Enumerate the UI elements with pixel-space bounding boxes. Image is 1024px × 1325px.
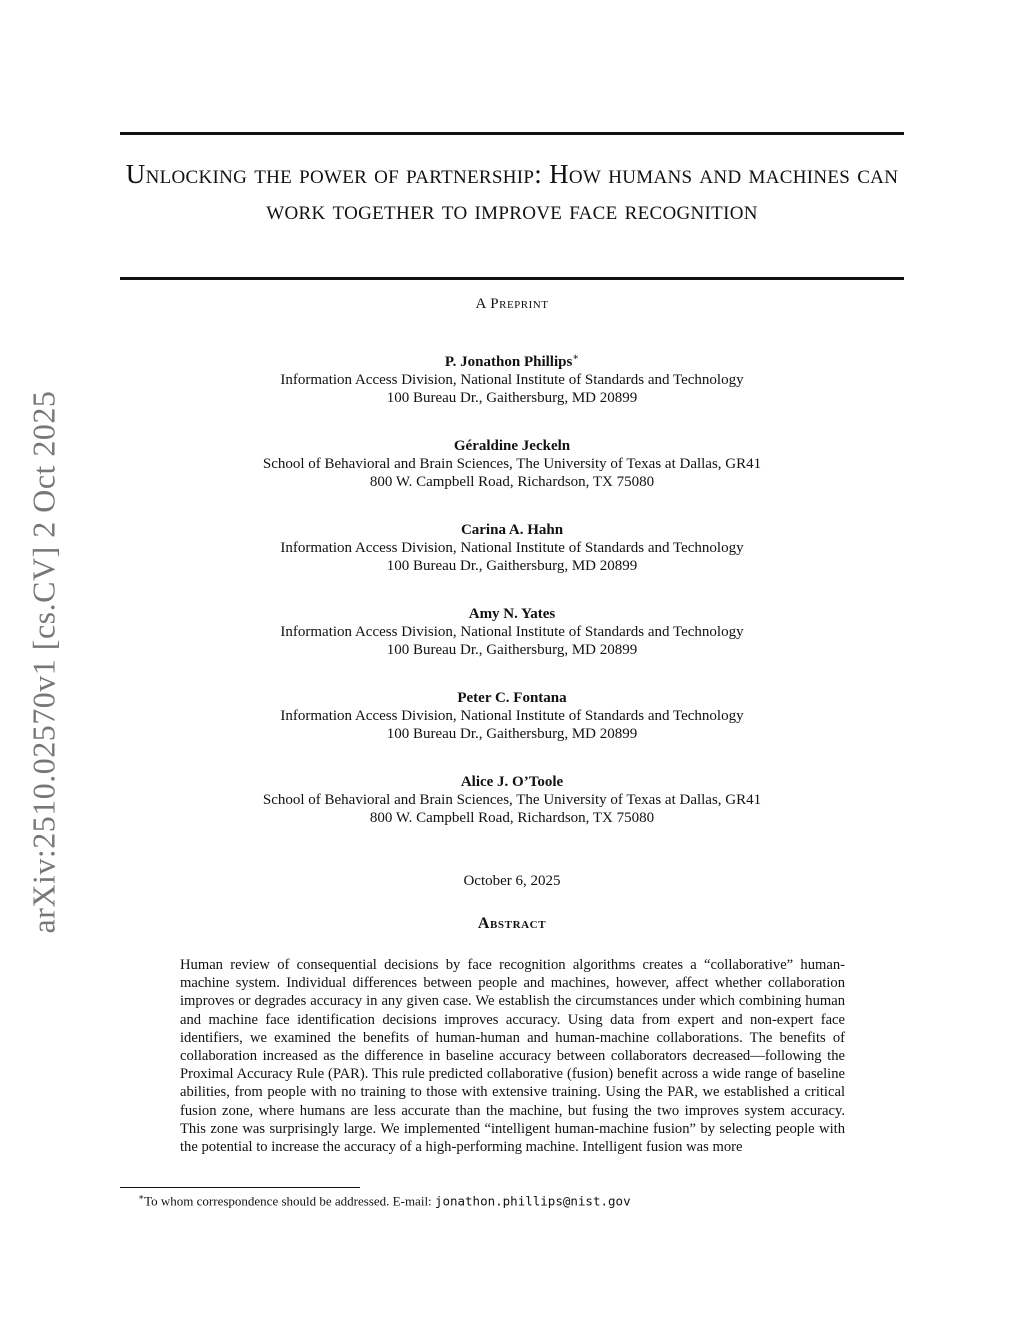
title-bottom-rule	[120, 277, 904, 280]
publication-date: October 6, 2025	[463, 873, 561, 889]
arxiv-identifier-stamp: arXiv:2510.02570v1 [cs.CV] 2 Oct 2025	[25, 390, 62, 934]
author-block	[120, 689, 904, 743]
abstract-text: Human review of consequential decisions by face recognition algorithms creates a “collaborative” human-machine system. Individual differences between people and machines, however, affect whether collaboration improves or degrades accuracy in any given case. We establish the circumstances under which combining human and machine face identification decisions improves accuracy. Using data from expert and non-expert face identifiers, we examined the benefits of human-human and human-machine collaborations. The benefits of collaboration increased as the difference in baseline accuracy between collaborators decreased—following the Proximal Accuracy Rule (PAR). This rule predicted collaborative (fusion) benefit across a wide range of baseline abilities, from people with no training to those with extensive training. Using the PAR, we established a critical fusion zone, where humans are less accurate than the machine, but fusing the two improves system accuracy. This zone was surprisingly large. We implemented “intelligent human-machine fusion” by selecting people with the potential to increase the accuracy of a high-performing machine. Intelligent fusion was more	[180, 957, 845, 1156]
author-address: 100 Bureau Dr., Gaithersburg, MD 20899	[386, 390, 638, 406]
author-name: Alice J. O’Toole	[460, 774, 564, 790]
footnote-mark: ∗	[138, 1192, 145, 1202]
author-name: P. Jonathon Phillips∗	[444, 352, 580, 370]
author-affiliation: Information Access Division, National Institute of Standards and Technology	[280, 708, 744, 724]
author-affiliation: Information Access Division, National Institute of Standards and Technology	[280, 624, 744, 640]
author-affiliation: Information Access Division, National Institute of Standards and Technology	[280, 372, 744, 388]
author-affiliation: Information Access Division, National Institute of Standards and Technology	[280, 540, 744, 556]
footnote-rule	[120, 1187, 360, 1188]
correspondence-email-link[interactable]: jonathon.phillips@nist.gov	[434, 1193, 631, 1209]
author-block	[120, 349, 904, 407]
footnote	[138, 1192, 898, 1209]
author-address: 800 W. Campbell Road, Richardson, TX 75080	[369, 474, 655, 490]
author-address: 100 Bureau Dr., Gaithersburg, MD 20899	[386, 726, 638, 742]
author-list	[120, 349, 904, 857]
abstract-heading: Abstract	[477, 915, 547, 932]
author-name: Peter C. Fontana	[457, 690, 567, 706]
preprint-label: A Preprint	[475, 296, 549, 312]
author-address: 100 Bureau Dr., Gaithersburg, MD 20899	[386, 642, 638, 658]
author-affiliation: School of Behavioral and Brain Sciences, The University of Texas at Dallas, GR41	[262, 456, 762, 472]
author-block	[120, 521, 904, 575]
author-name: Géraldine Jeckeln	[453, 438, 571, 454]
footnote-text: To whom correspondence should be addressed. E-mail:	[144, 1193, 435, 1209]
author-address: 100 Bureau Dr., Gaithersburg, MD 20899	[386, 558, 638, 574]
correspondence-mark: ∗	[572, 352, 580, 363]
author-name: Carina A. Hahn	[460, 522, 564, 538]
author-block	[120, 605, 904, 659]
author-affiliation: School of Behavioral and Brain Sciences, The University of Texas at Dallas, GR41	[262, 792, 762, 808]
author-block	[120, 773, 904, 827]
author-address: 800 W. Campbell Road, Richardson, TX 75080	[369, 810, 655, 826]
paper-title: Unlocking the power of partnership: How humans and machines can work together to improve face recognition	[125, 159, 899, 225]
author-name: Amy N. Yates	[468, 606, 556, 622]
title-top-rule	[120, 132, 904, 135]
author-block	[120, 437, 904, 491]
